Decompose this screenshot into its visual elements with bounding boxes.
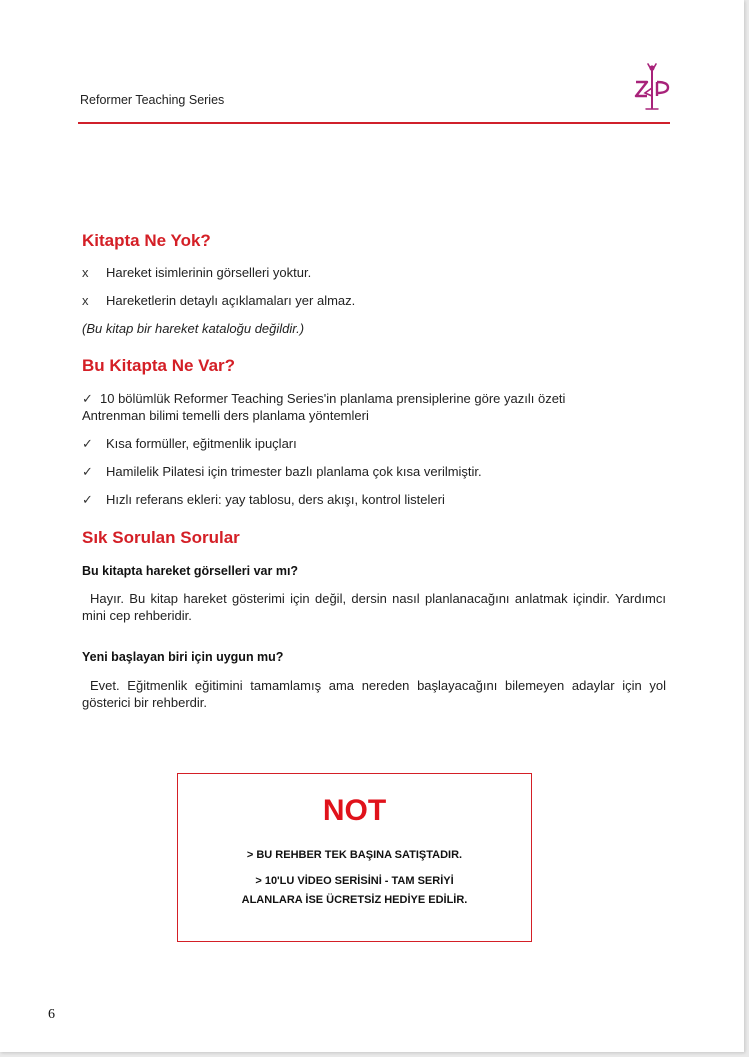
list-item — [82, 463, 666, 480]
header-title: Reformer Teaching Series — [80, 93, 225, 107]
faq-question: Yeni başlayan biri için uygun mu? — [82, 650, 284, 664]
note-line: > BU REHBER TEK BAŞINA SATIŞTADIR. — [246, 849, 463, 861]
section-note: (Bu kitap bir hareket kataloğu değildir.) — [82, 321, 305, 336]
note-line: > 10'LU VİDEO SERİSİNİ - TAM SERİYİ — [255, 875, 454, 887]
list-item — [82, 264, 666, 281]
list-item — [82, 292, 666, 309]
note-box — [177, 773, 532, 942]
check-icon: ✓ — [82, 464, 93, 479]
list-item-text: Hareket isimlerinin görselleri yoktur. — [106, 265, 312, 280]
list-item-text: Hareketlerin detaylı açıklamaları yer almaz. — [106, 293, 356, 308]
section-heading-not-included: Kitapta Ne Yok? — [82, 231, 211, 250]
note-title: NOT — [322, 794, 387, 827]
check-icon: ✓ — [82, 492, 93, 507]
page-number: 6 — [48, 1007, 55, 1022]
check-icon: ✓ — [82, 391, 93, 406]
section-heading-faq: Sık Sorulan Sorular — [82, 528, 240, 547]
list-item — [82, 390, 666, 407]
list-item-text: 10 bölümlük Reformer Teaching Series'in planlama prensiplerine göre yazılı özeti — [100, 391, 566, 406]
check-icon: ✓ — [82, 436, 93, 451]
x-mark-icon: x — [82, 293, 89, 308]
section-heading-included: Bu Kitapta Ne Var? — [82, 356, 236, 375]
faq-answer: Evet. Eğitmenlik eğitimini tamamlamış ama nereden başlayacağını bilemeyen adaylar için yol gösterici bir rehberdir. — [82, 678, 666, 710]
list-item — [82, 435, 666, 452]
header-divider — [78, 122, 670, 124]
list-item-text: Hamilelik Pilatesi için trimester bazlı planlama çok kısa verilmiştir. — [106, 464, 482, 479]
list-item-text: Kısa formüller, eğitmenlik ipuçları — [106, 436, 297, 451]
x-mark-icon: x — [82, 265, 89, 280]
faq-question: Bu kitapta hareket görselleri var mı? — [82, 564, 299, 578]
faq-answer: Hayır. Bu kitap hareket gösterimi için değil, dersin nasıl planlanacağını anlatmak içindir. Yardımcı mini cep rehberidir. — [82, 591, 666, 623]
list-item-text: Hızlı referans ekleri: yay tablosu, ders akışı, kontrol listeleri — [106, 492, 445, 507]
note-line: ALANLARA İSE ÜCRETSİZ HEDİYE EDİLİR. — [241, 894, 468, 906]
list-item-continuation: Antrenman bilimi temelli ders planlama yöntemleri — [82, 408, 369, 423]
list-item — [82, 491, 666, 508]
yoga-pose-logo-icon — [632, 62, 672, 114]
